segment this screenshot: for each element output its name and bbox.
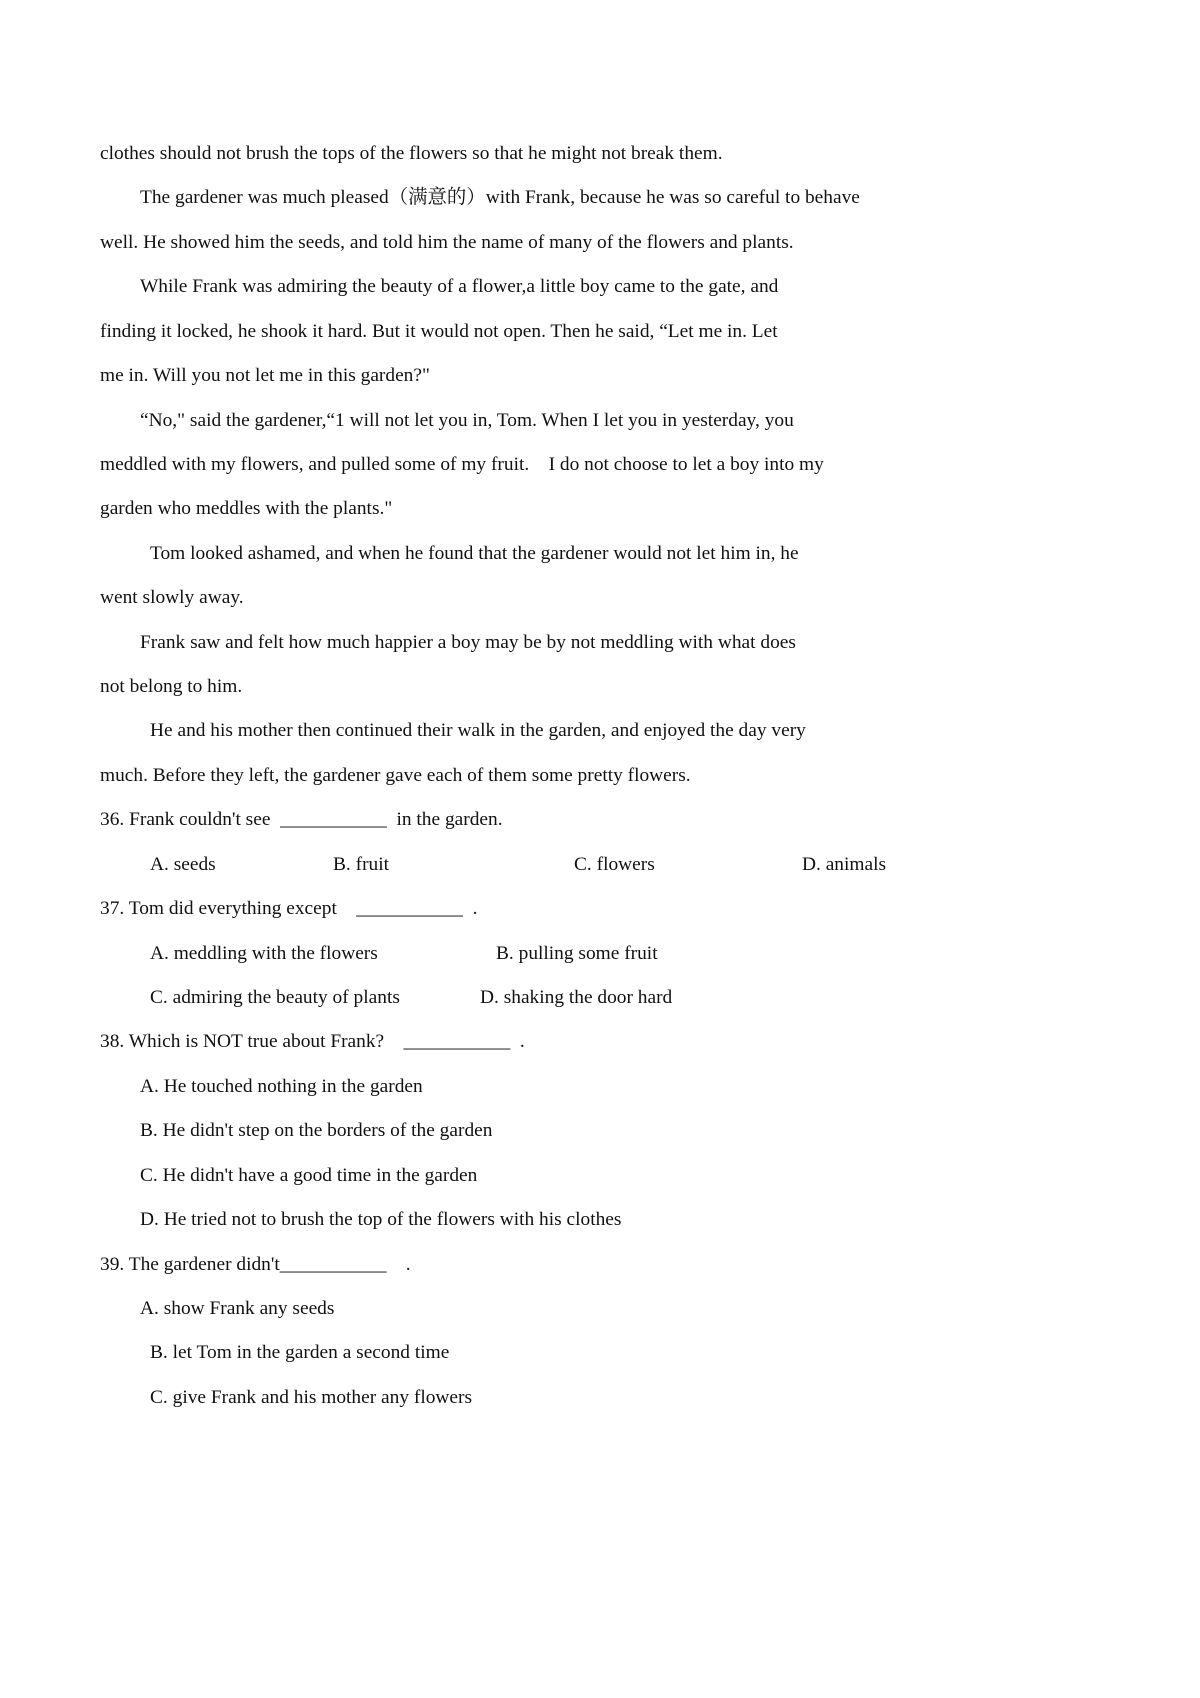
option-c: C. give Frank and his mother any flowers [150,1386,473,1408]
passage-line: finding it locked, he shook it hard. But it would not open. Then he said, “Let me in. Let [100,320,778,342]
option-b: B. let Tom in the garden a second time [150,1342,450,1364]
passage-line: well. He showed him the seeds, and told him the name of many of the flowers and plants. [100,231,794,253]
question-37-options-row-1 [0,932,1200,976]
passage-line: The gardener was much pleased（满意的）with Frank, because he was so careful to behave [140,187,860,209]
passage-line: me in. Will you not let me in this garden?" [100,365,430,387]
passage-line: Frank saw and felt how much happier a boy may be by not meddling with what does [140,631,796,653]
option-b: B. pulling some fruit [496,942,658,964]
passage-line: clothes should not brush the tops of the flowers so that he might not break them. [100,143,723,164]
option-c: C. He didn't have a good time in the garden [140,1164,478,1186]
option-d: D. He tried not to brush the top of the flowers with his clothes [140,1209,622,1231]
option-c: C. flowers [574,853,655,875]
passage-line: He and his mother then continued their walk in the garden, and enjoyed the day very [150,720,806,742]
option-a: A. meddling with the flowers [150,942,378,964]
question-36-options [0,843,1200,887]
question-37-options-row-2 [0,976,1200,1020]
option-b: B. fruit [333,853,390,875]
passage-line: While Frank was admiring the beauty of a flower,a little boy came to the gate, and [140,276,779,298]
passage-line: not belong to him. [100,676,243,698]
question-39-stem: 39. The gardener didn't___________ . [100,1253,411,1275]
option-b: B. He didn't step on the borders of the garden [140,1120,493,1142]
question-37-stem: 37. Tom did everything except ___________ . [100,898,478,920]
passage-line: “No," said the gardener,“1 will not let you in, Tom. When I let you in yesterday, you [140,409,794,431]
passage-line: garden who meddles with the plants." [100,498,393,520]
passage-line: much. Before they left, the gardener gave each of them some pretty flowers. [100,764,691,786]
option-d: D. animals [802,853,887,875]
option-a: A. He touched nothing in the garden [140,1075,423,1097]
option-c: C. admiring the beauty of plants [150,987,400,1009]
option-a: A. seeds [150,853,216,875]
option-a: A. show Frank any seeds [140,1297,335,1319]
passage-line: went slowly away. [100,587,244,609]
question-36-stem: 36. Frank couldn't see ___________ in the garden. [100,809,503,831]
option-d: D. shaking the door hard [480,987,673,1009]
passage-line: meddled with my flowers, and pulled some of my fruit. I do not choose to let a boy into my [100,453,824,475]
passage-line: Tom looked ashamed, and when he found that the gardener would not let him in, he [150,542,799,564]
question-38-stem: 38. Which is NOT true about Frank? ___________ . [100,1031,525,1053]
document-body [0,132,1200,1420]
